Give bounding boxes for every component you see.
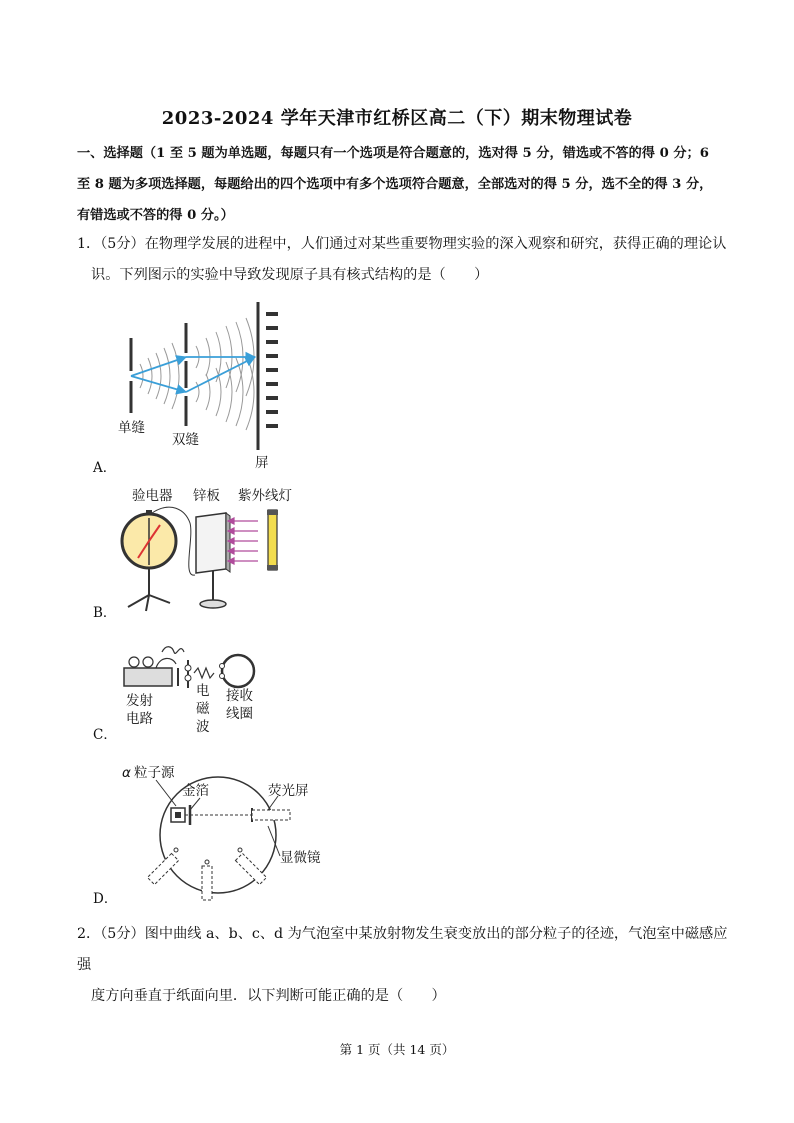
uv-rays (228, 518, 258, 564)
receiver-coil (222, 655, 254, 687)
microscope-label: 显微镜 (280, 850, 321, 866)
page-title: 2023-2024 学年天津市红桥区高二（下）期末物理试卷 (161, 108, 633, 129)
wavefronts-1 (140, 343, 179, 409)
fringes (266, 312, 278, 428)
zinc-plate-label: 锌板 (193, 488, 220, 504)
receive-label-2: 线圈 (226, 706, 253, 722)
electroscope-label: 验电器 (132, 488, 173, 504)
double-slit-diagram (110, 298, 300, 476)
option-a-label: A． (93, 460, 117, 476)
wave-label-3: 波 (196, 719, 210, 735)
gold-foil-label: 金箔 (182, 783, 209, 799)
option-b-label: B． (93, 605, 117, 621)
transmit-label-2: 电路 (126, 711, 153, 727)
question-2-line-1: 2．（5分）图中曲线 a、b、c、d 为气泡室中某放射物发生衰变放出的部分粒子的径迹，气泡室中磁感应强 (77, 926, 728, 973)
alpha-source-label: 粒子源 (134, 765, 175, 781)
question-1-line-1: 1．（5分）在物理学发展的进程中，人们通过对某些重要物理实验的深入观察和研究，获得正确的理论认 (77, 236, 727, 252)
photoelectric-diagram (110, 483, 310, 615)
screen-label: 屏 (255, 455, 269, 471)
wave-label-2: 磁 (196, 701, 210, 717)
single-slit-label: 单缝 (118, 420, 145, 436)
section-instruction (77, 138, 737, 231)
receive-label-1: 接收 (226, 688, 253, 704)
wavefronts-2 (196, 318, 254, 430)
wave-label-1: 电 (196, 683, 210, 699)
transmit-label-1: 发射 (126, 693, 153, 709)
alpha-scattering-diagram (118, 760, 348, 904)
question-1-stem (77, 229, 737, 291)
instruction-line-1: 一、选择题（1 至 5 题为单选题，每题只有一个选项是符合题意的，选对得 5 分，错选或不答的得 0 分；6 (77, 146, 709, 161)
option-c-label: C． (93, 727, 117, 743)
uv-lamp-tube (268, 510, 277, 570)
page-footer: 第 1 页（共 14 页） (339, 1042, 455, 1057)
question-2-line-2: 度方向垂直于纸面向里．以下判断可能正确的是（ ） (91, 988, 446, 1004)
em-wave-diagram (118, 638, 268, 740)
wave-zigzag (194, 668, 214, 678)
zinc-plate (196, 513, 226, 573)
uv-lamp-label: 紫外线灯 (238, 488, 292, 504)
transmitter-box (124, 668, 172, 686)
option-d-label: D． (93, 891, 118, 907)
instruction-line-2: 至 8 题为多项选择题，每题给出的四个选项中有多个选项符合题意，全部选对的得 5 分，选不全的得 3 分， (77, 177, 713, 192)
double-slit-label: 双缝 (172, 432, 199, 448)
microscope-tube (252, 810, 290, 820)
alpha-symbol: α (122, 765, 131, 781)
instruction-line-3: 有错选或不答的得 0 分。） (77, 208, 234, 223)
question-1-line-2: 识。下列图示的实验中导致发现原子具有核式结构的是（ ） (91, 267, 489, 283)
question-2-stem (77, 919, 737, 1012)
fluorescent-screen-label: 荧光屏 (268, 783, 309, 799)
